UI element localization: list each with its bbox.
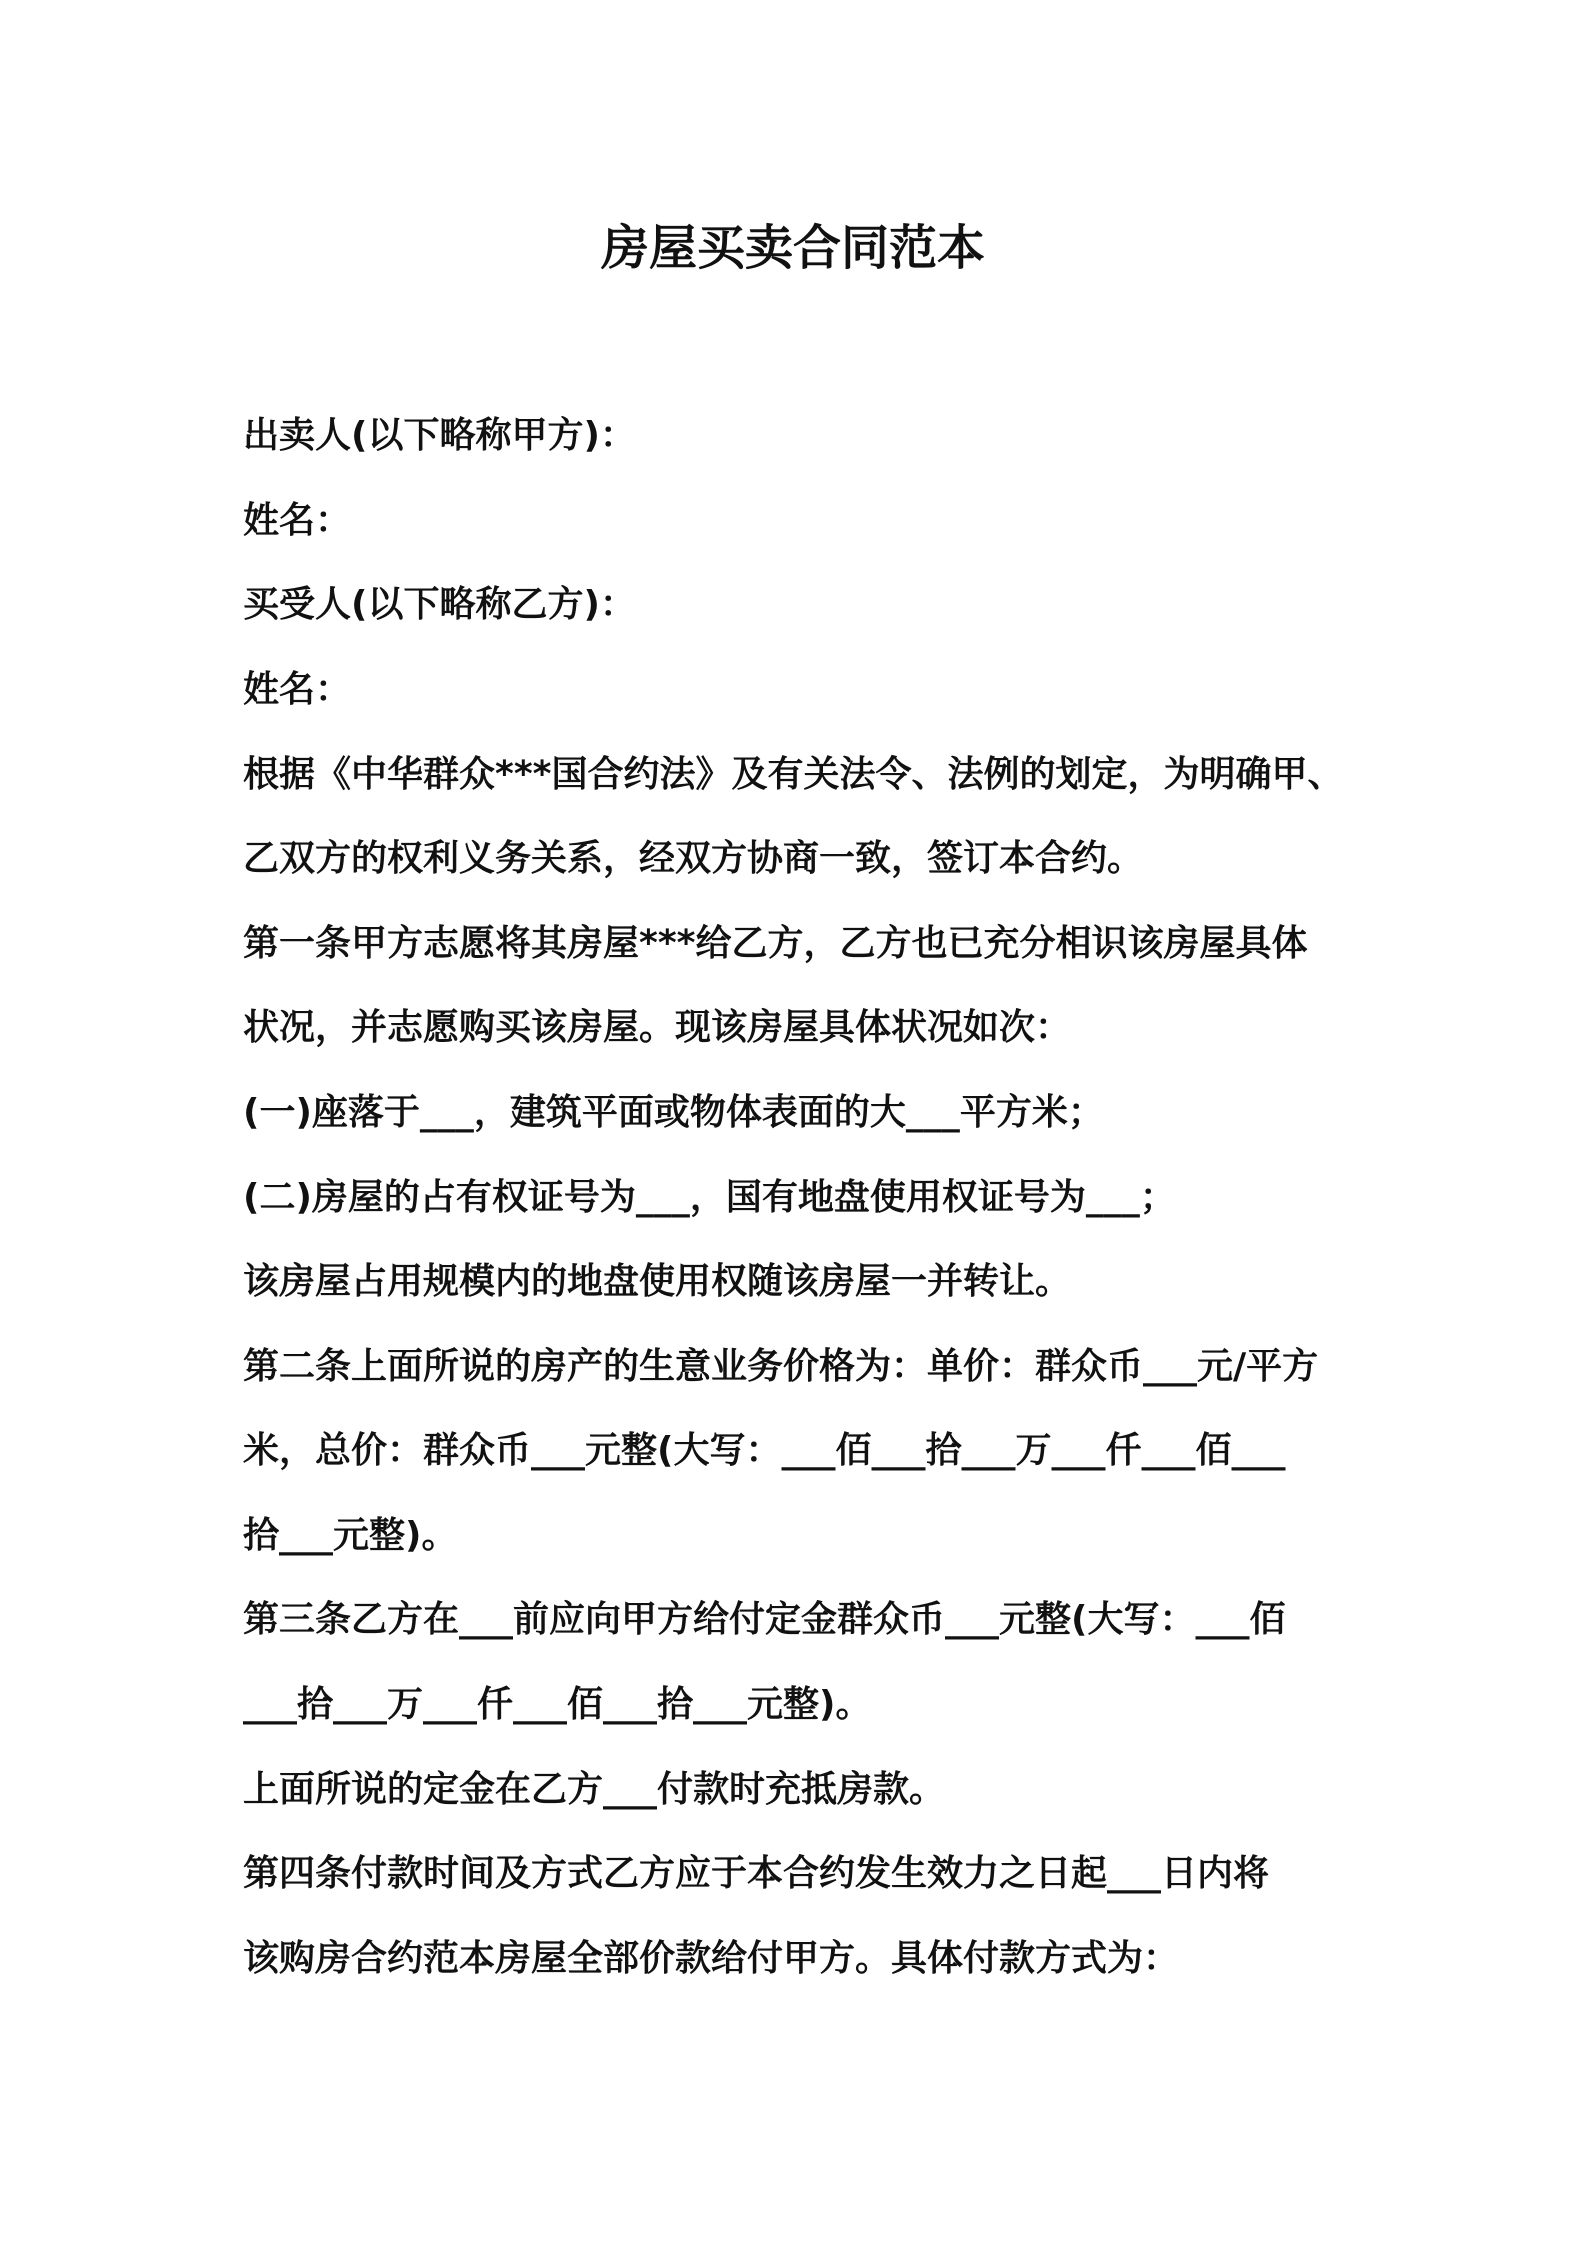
text-line: 根据《中华群众***国合约法》及有关法令、法例的划定，为明确甲、 [243, 754, 1344, 795]
text-line: 状况，并志愿购买该房屋。现该房屋具体状况如次： [243, 1007, 1072, 1048]
text-line: 姓名： [243, 500, 352, 541]
text-line: 买受人(以下略称乙方)： [243, 584, 636, 625]
text-line: 该房屋占用规模内的地盘使用权随该房屋一并转让。 [243, 1261, 1072, 1302]
text-line: 米，总价：群众币___元整(大写：___佰___拾___万___仟___佰___ [243, 1430, 1286, 1471]
text-line: 乙双方的权利义务关系，经双方协商一致，签订本合约。 [243, 838, 1144, 879]
text-line: 第一条甲方志愿将其房屋***给乙方，乙方也已充分相识该房屋具体 [243, 923, 1308, 964]
text-line: 该购房合约范本房屋全部价款给付甲方。具体付款方式为： [243, 1938, 1180, 1979]
text-line: 第三条乙方在___前应向甲方给付定金群众币___元整(大写：___佰 [243, 1599, 1286, 1640]
text-line: 上面所说的定金在乙方___付款时充抵房款。 [243, 1769, 946, 1810]
text-line: 第四条付款时间及方式乙方应于本合约发生效力之日起___日内将 [243, 1853, 1270, 1894]
document-title: 房屋买卖合同范本 [600, 220, 985, 276]
text-line: 拾___元整)。 [243, 1515, 458, 1556]
text-line: ___拾___万___仟___佰___拾___元整)。 [243, 1684, 872, 1725]
text-line: (二)房屋的占有权证号为___，国有地盘使用权证号为___； [243, 1177, 1176, 1218]
text-line: (一)座落于___，建筑平面或物体表面的大___平方米； [243, 1092, 1104, 1133]
text-line: 第二条上面所说的房产的生意业务价格为：单价：群众币___元/平方 [243, 1346, 1319, 1387]
text-line: 出卖人(以下略称甲方)： [243, 415, 636, 456]
text-line: 姓名： [243, 669, 352, 710]
